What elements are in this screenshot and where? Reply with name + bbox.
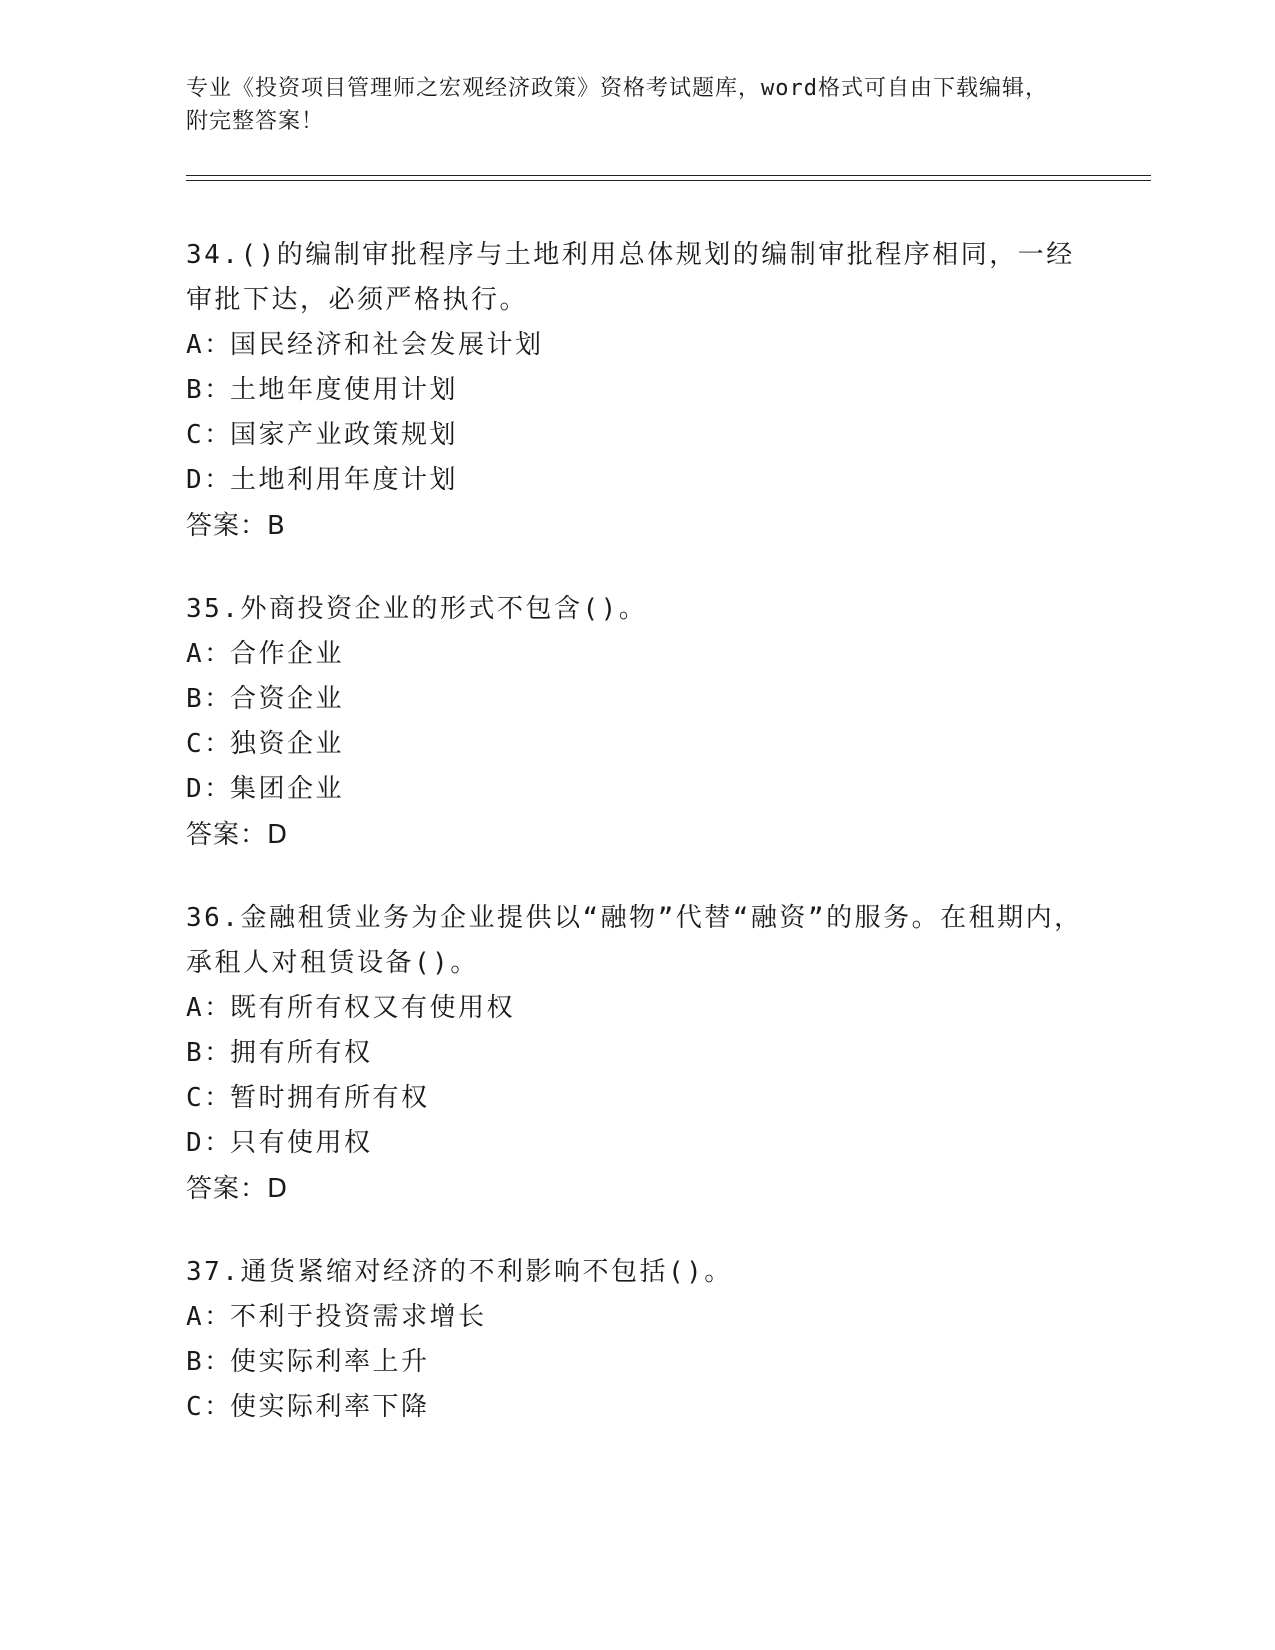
question-list [186,233,1086,1468]
option-item [186,1385,1086,1430]
option-item [186,677,1086,722]
option-text: 合资企业 [230,684,345,714]
option-item [186,1295,1086,1340]
option-letter: C： [186,1392,233,1422]
question-item [186,233,1086,549]
option-text: 国民经济和社会发展计划 [230,330,544,360]
option-letter: C： [186,420,233,450]
option-item [186,413,1086,458]
option-item [186,1031,1086,1076]
option-text: 合作企业 [230,639,345,669]
option-text: 使实际利率下降 [230,1392,430,1422]
question-stem: 37.通货紧缩对经济的不利影响不包括()。 [186,1257,733,1287]
answer-line: 答案：D [186,820,289,850]
option-letter: B： [186,684,233,714]
question-stem: 35.外商投资企业的形式不包含()。 [186,594,648,624]
question-stem: 34.()的编制审批程序与土地利用总体规划的编制审批程序相同，一经审批下达，必须严格执行。 [186,240,1075,315]
option-item [186,368,1086,413]
option-text: 不利于投资需求增长 [230,1302,487,1332]
option-letter: B： [186,1347,233,1377]
option-item [186,1076,1086,1121]
option-letter: D： [186,1128,233,1158]
option-text: 独资企业 [230,729,345,759]
option-letter: A： [186,1302,233,1332]
option-text: 集团企业 [230,774,345,804]
option-letter: C： [186,1083,233,1113]
option-letter: B： [186,1038,233,1068]
document-header: 专业《投资项目管理师之宏观经济政策》资格考试题库，word格式可自由下载编辑，附完整答案！ [186,76,1048,134]
header-divider-top [186,175,1151,176]
option-item [186,722,1086,767]
option-item [186,1340,1086,1385]
option-text: 暂时拥有所有权 [230,1083,430,1113]
option-text: 既有所有权又有使用权 [230,993,516,1023]
option-item [186,986,1086,1031]
answer-line: 答案：D [186,1174,289,1204]
question-item [186,1250,1086,1430]
option-text: 土地年度使用计划 [230,375,459,405]
option-letter: D： [186,465,233,495]
option-text: 拥有所有权 [230,1038,373,1068]
option-item [186,458,1086,503]
header-divider-bottom [186,180,1151,181]
option-item [186,767,1086,812]
question-item [186,587,1086,858]
option-letter: D： [186,774,233,804]
option-item [186,1121,1086,1166]
answer-line: 答案：B [186,511,286,541]
option-item [186,323,1086,368]
option-text: 土地利用年度计划 [230,465,459,495]
option-text: 只有使用权 [230,1128,373,1158]
option-text: 使实际利率上升 [230,1347,430,1377]
option-letter: C： [186,729,233,759]
option-letter: A： [186,993,233,1023]
question-item [186,896,1086,1212]
option-letter: B： [186,375,233,405]
option-item [186,632,1086,677]
option-text: 国家产业政策规划 [230,420,459,450]
question-stem: 36.金融租赁业务为企业提供以“融物”代替“融资”的服务。在租期内，承租人对租赁设备()。 [186,903,1083,978]
option-letter: A： [186,639,233,669]
option-letter: A： [186,330,233,360]
